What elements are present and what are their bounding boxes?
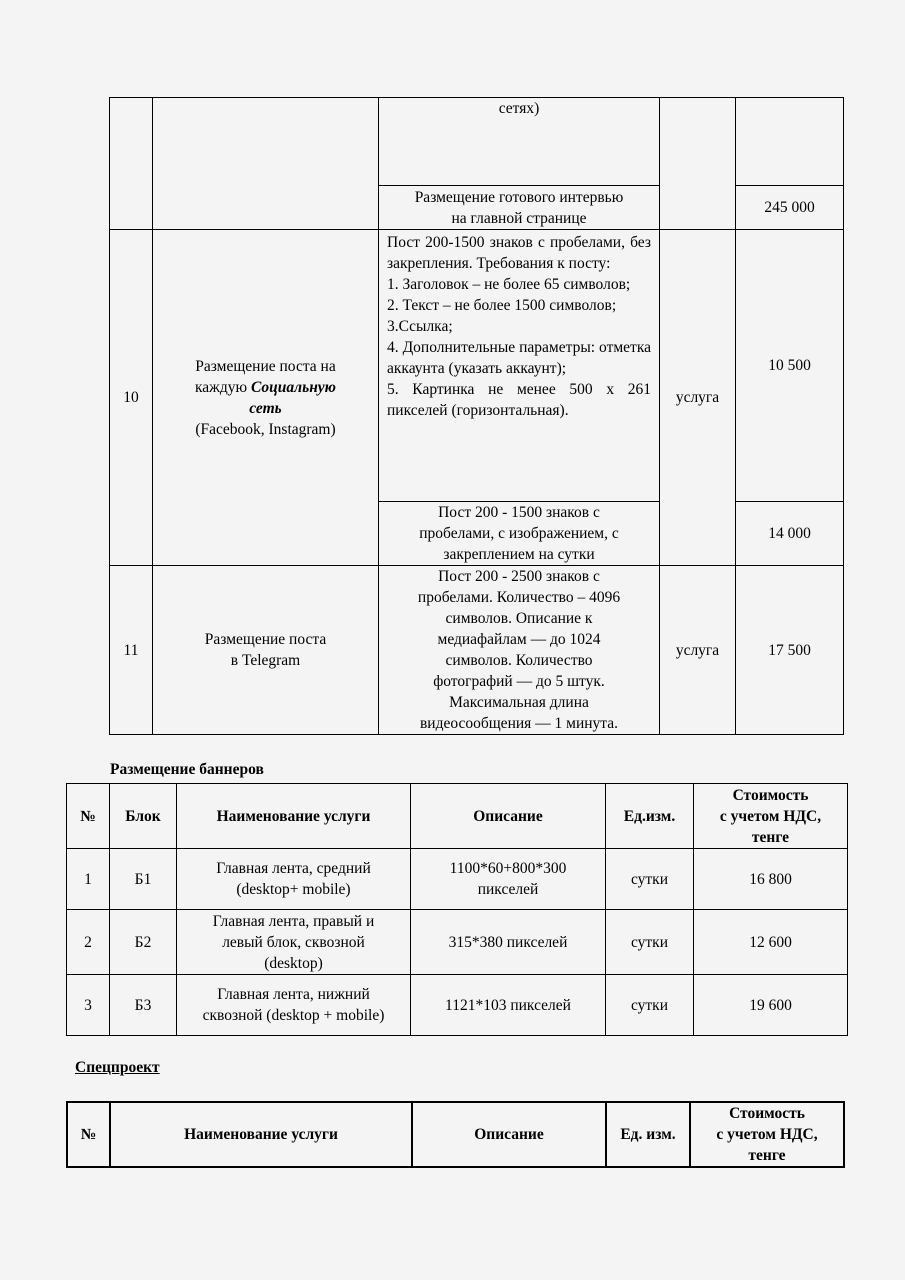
price-cell: 14 000 bbox=[736, 502, 844, 566]
row-num-cell bbox=[110, 98, 153, 230]
service-name-cell: Размещение поста в Telegram bbox=[153, 566, 379, 735]
unit-cell bbox=[660, 98, 736, 230]
header-service: Наименование услуги bbox=[177, 784, 411, 849]
special-project-table bbox=[66, 1101, 845, 1168]
description-cell: 1121*103 пикселей bbox=[411, 975, 606, 1036]
description-cell: Размещение готового интервью на главной странице bbox=[379, 186, 660, 230]
table-row bbox=[67, 975, 848, 1036]
price-cell: 10 500 bbox=[736, 230, 844, 502]
row-num-cell: 3 bbox=[67, 975, 110, 1036]
services-table-continued bbox=[109, 97, 844, 735]
row-num-cell: 2 bbox=[67, 910, 110, 975]
price-cell: 12 600 bbox=[694, 910, 848, 975]
table-row bbox=[67, 910, 848, 975]
service-name-cell bbox=[153, 98, 379, 230]
banners-heading: Размещение баннеров bbox=[110, 761, 264, 778]
unit-cell: услуга bbox=[660, 566, 736, 735]
table-row bbox=[67, 849, 848, 910]
service-name-cell: Главная лента, правый и левый блок, сквозной (desktop) bbox=[177, 910, 411, 975]
description-cell: Пост 200 - 2500 знаков с пробелами. Количество – 4096 символов. Описание к медиафайлам — до 1024 символов. Количество фотографий — до 5 штук. Максимальная длина видеосообщения — 1 минута. bbox=[379, 566, 660, 735]
special-project-heading: Спецпроект bbox=[75, 1059, 160, 1076]
header-block: Блок bbox=[110, 784, 177, 849]
price-cell: 16 800 bbox=[694, 849, 848, 910]
block-cell: Б1 bbox=[110, 849, 177, 910]
price-cell: 19 600 bbox=[694, 975, 848, 1036]
description-cell: сетях) bbox=[379, 98, 660, 186]
unit-cell: сутки bbox=[606, 910, 694, 975]
row-num-cell: 11 bbox=[110, 566, 153, 735]
header-description: Описание bbox=[412, 1102, 606, 1167]
header-price: Стоимость с учетом НДС, тенге bbox=[690, 1102, 844, 1167]
description-cell: Пост 200-1500 знаков с пробелами, без закрепления. Требования к посту: 1. Заголовок – не более 65 символов; 2. Текст – не более 1500 символов; 3.Ссылка; 4. Дополнительные параметры: отметка аккаунта (указать аккаунт); 5. Картинка не менее 500 х 261 пикселей (горизонтальная). bbox=[379, 230, 660, 502]
price-cell: 245 000 bbox=[736, 186, 844, 230]
unit-cell: сутки bbox=[606, 849, 694, 910]
header-unit: Ед.изм. bbox=[606, 784, 694, 849]
header-service: Наименование услуги bbox=[110, 1102, 412, 1167]
block-cell: Б3 bbox=[110, 975, 177, 1036]
header-description: Описание bbox=[411, 784, 606, 849]
banners-table bbox=[66, 783, 848, 1036]
description-cell: Пост 200 - 1500 знаков с пробелами, с изображением, с закреплением на сутки bbox=[379, 502, 660, 566]
service-name-cell: Главная лента, нижний сквозной (desktop + mobile) bbox=[177, 975, 411, 1036]
header-unit: Ед. изм. bbox=[606, 1102, 690, 1167]
price-cell bbox=[736, 98, 844, 186]
description-cell: 315*380 пикселей bbox=[411, 910, 606, 975]
row-num-cell: 1 bbox=[67, 849, 110, 910]
header-num: № bbox=[67, 784, 110, 849]
header-price: Стоимость с учетом НДС, тенге bbox=[694, 784, 848, 849]
row-num-cell: 10 bbox=[110, 230, 153, 566]
price-cell: 17 500 bbox=[736, 566, 844, 735]
service-name-cell: Размещение поста на каждую Социальную сеть (Facebook, Instagram) bbox=[153, 230, 379, 566]
header-num: № bbox=[67, 1102, 110, 1167]
unit-cell: услуга bbox=[660, 230, 736, 566]
service-name-cell: Главная лента, средний (desktop+ mobile) bbox=[177, 849, 411, 910]
unit-cell: сутки bbox=[606, 975, 694, 1036]
description-cell: 1100*60+800*300 пикселей bbox=[411, 849, 606, 910]
block-cell: Б2 bbox=[110, 910, 177, 975]
